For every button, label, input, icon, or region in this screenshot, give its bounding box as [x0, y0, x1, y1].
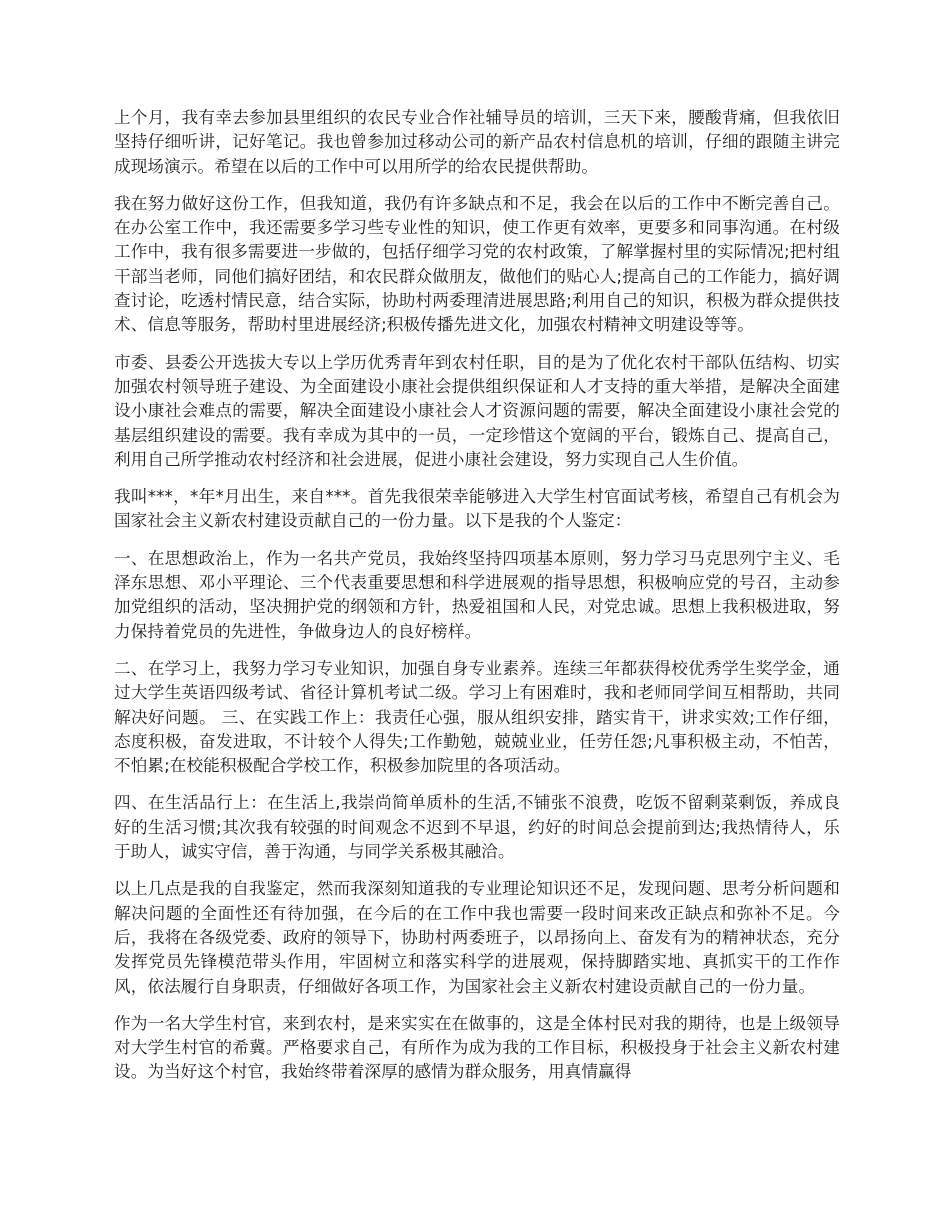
- paragraph-4: 我叫***，*年*月出生，来自***。首先我很荣幸能够进入大学生村官面试考核，希望自己有机会为国家社会主义新农村建设贡献自己的一份力量。以下是我的个人鉴定：: [114, 487, 840, 531]
- paragraph-6: 二、在学习上，我努力学习专业知识，加强自身专业素养。连续三年都获得校优秀学生奖学金，通过大学生英语四级考试、省径计算机考试二级。学习上有困难时，我和老师同学间互相帮助，共同解决好问题。 三、在实践工作上：我责任心强，服从组织安排，踏实肯干，讲求实效;工作仔细，态度积极，奋发进取，不计较个人得失;工作勤勉，兢兢业业，任劳任怨;凡事积极主动，不怕苦，不怕累;在校能积极配合学校工作，积极参加院里的各项活动。: [114, 658, 840, 776]
- paragraph-3: 市委、县委公开选拔大专以上学历优秀青年到农村任职，目的是为了优化农村干部队伍结构、切实加强农村领导班子建设、为全面建设小康社会提供组织保证和人才支持的重大举措，是解决全面建设小康社会难点的需要，解决全面建设小康社会人才资源问题的需要，解决全面建设小康社会党的基层组织建设的需要。我有幸成为其中的一员，一定珍惜这个宽阔的平台，锻炼自己、提高自己，利用自己所学推动农村经济和社会进展，促进小康社会建设，努力实现自己人生价值。: [114, 352, 840, 469]
- paragraph-5: 一、在思想政治上，作为一名共产党员，我始终坚持四项基本原则，努力学习马克思列宁主义、毛泽东思想、邓小平理论、三个代表重要思想和科学进展观的指导思想，积极响应党的号召，主动参加党组织的活动，坚决拥护党的纲领和方针，热爱祖国和人民，对党忠诚。思想上我积极进取，努力保持着党员的先进性，争做身边人的良好榜样。: [114, 548, 840, 641]
- document-body: [114, 106, 840, 1098]
- paragraph-2: 我在努力做好这份工作，但我知道，我仍有许多缺点和不足，我会在以后的工作中不断完善自己。在办公室工作中，我还需要多学习些专业性的知识，使工作更有效率，更要多和同事沟通。在村级工作中，我有很多需要进一步做的，包括仔细学习党的农村政策，了解掌握村里的实际情况;把村组干部当老师，同他们搞好团结，和农民群众做朋友，做他们的贴心人;提高自己的工作能力，搞好调查讨论，吃透村情民意，结合实际，协助村两委理清进展思路;利用自己的知识，积极为群众提供技术、信息等服务，帮助村里进展经济;积极传播先进文化，加强农村精神文明建设等等。: [114, 193, 840, 335]
- paragraph-7: 四、在生活品行上：在生活上,我崇尚简单质朴的生活,不铺张不浪费，吃饭不留剩菜剩饭，养成良好的生活习惯;其次我有较强的时间观念不迟到不早退，约好的时间总会提前到达;我热情待人，乐于助人，诚实守信，善于沟通，与同学关系极其融洽。: [114, 793, 840, 862]
- paragraph-9: 作为一名大学生村官，来到农村，是来实实在在做事的，这是全体村民对我的期待，也是上级领导对大学生村官的希冀。严格要求自己，有所作为成为我的工作目标，积极投身于社会主义新农村建设。为当好这个村官，我始终带着深厚的感情为群众服务，用真情赢得: [114, 1013, 840, 1082]
- paragraph-1: 上个月，我有幸去参加县里组织的农民专业合作社辅导员的培训，三天下来，腰酸背痛，但我依旧坚持仔细听讲，记好笔记。我也曾参加过移动公司的新产品农村信息机的培训，仔细的跟随主讲完成现场演示。希望在以后的工作中可以用所学的给农民提供帮助。: [114, 108, 840, 176]
- paragraph-8: 以上几点是我的自我鉴定，然而我深刻知道我的专业理论知识还不足，发现问题、思考分析问题和解决问题的全面性还有待加强，在今后的在工作中我也需要一段时间来改正缺点和弥补不足。今后，我将在各级党委、政府的领导下，协助村两委班子，以昂扬向上、奋发有为的精神状态，充分发挥党员先锋模范带头作用，牢固树立和落实科学的进展观，保持脚踏实地、真抓实干的工作作风，依法履行自身职责，仔细做好各项工作，为国家社会主义新农村建设贡献自己的一份力量。: [114, 879, 840, 996]
